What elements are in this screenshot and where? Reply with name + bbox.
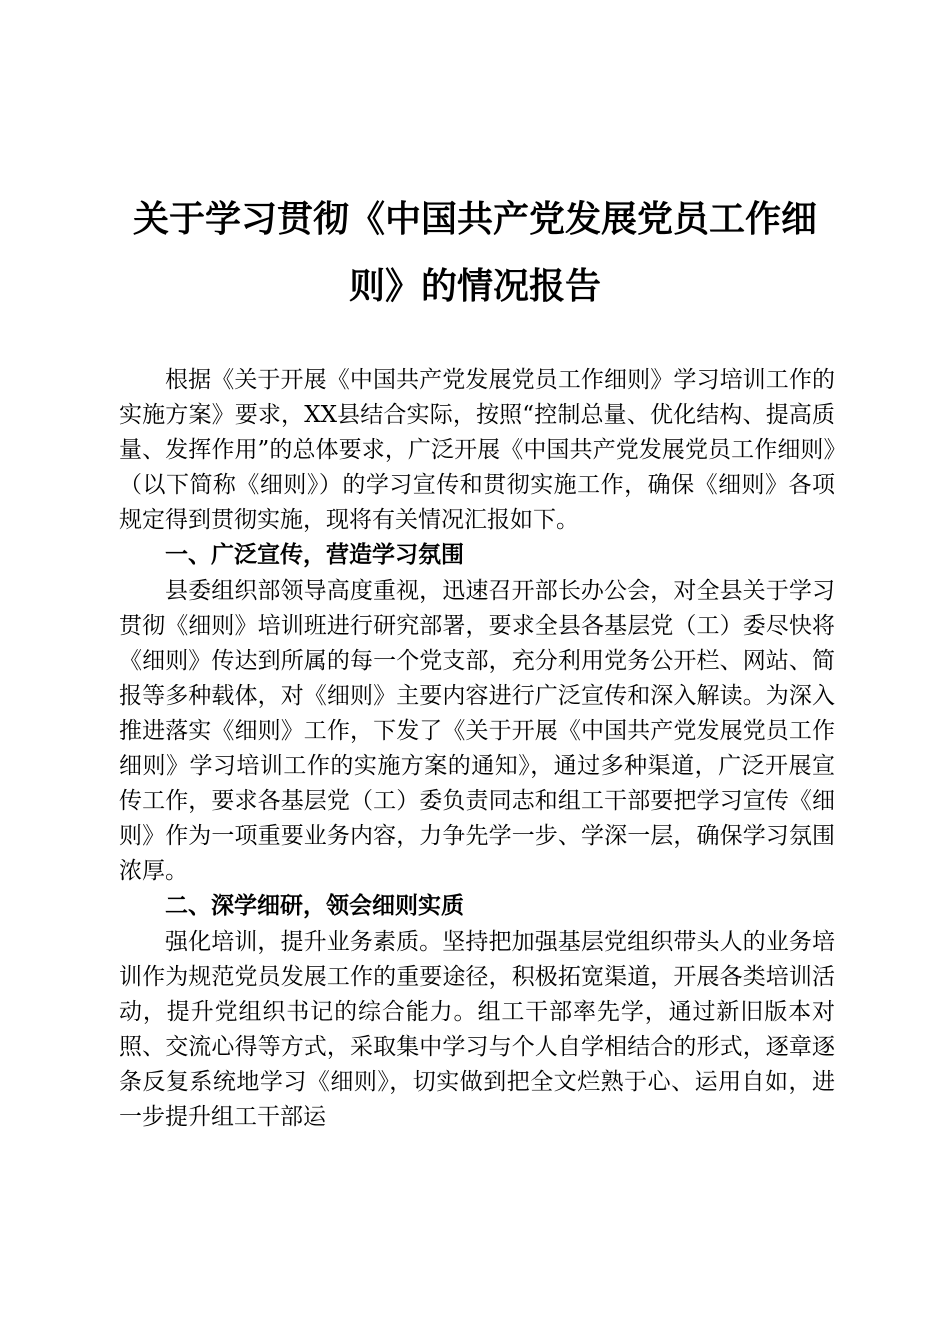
section-2-heading: 二、深学细研，领会细则实质	[165, 893, 464, 920]
section-1-paragraph: 县委组织部领导高度重视，迅速召开部长办公会，对全县关于学习贯彻《细则》培训班进行研究部署，要求全县各基层党（工）委尽快将《细则》传达到所属的每一个党支部，充分利用党务公开栏、网站、简报等多种载体，对《细则》主要内容进行广泛宣传和深入解读。为深入推进落实《细则》工作，下发了《关于开展《中国共产党发展党员工作细则》学习培训工作的实施方案的通知》，通过多种渠道，广泛开展宣传工作，要求各基层党（工）委负责同志和组工干部要把学习宣传《细则》作为一项重要业务内容，力争先学一步、学深一层，确保学习氛围浓厚。	[119, 577, 835, 885]
section-1-heading: 一、广泛宣传，营造学习氛围	[165, 542, 464, 569]
document-body	[119, 363, 835, 1135]
document-title-line-1: 关于学习贯彻《中国共产党发展党员工作细	[132, 198, 817, 240]
document-title-line-2: 则》的情况报告	[348, 265, 601, 307]
section-2-paragraph: 强化培训，提升业务素质。坚持把加强基层党组织带头人的业务培训作为规范党员发展工作的重要途径，积极拓宽渠道，开展各类培训活动，提升党组织书记的综合能力。组工干部率先学，通过新旧版本对照、交流心得等方式，采取集中学习与个人自学相结合的形式，逐章逐条反复系统地学习《细则》，切实做到把全文烂熟于心、运用自如，进一步提升组工干部运	[119, 928, 835, 1130]
intro-paragraph: 根据《关于开展《中国共产党发展党员工作细则》学习培训工作的实施方案》要求，XX县结合实际，按照“控制总量、优化结构、提高质量、发挥作用”的总体要求，广泛开展《中国共产党发展党员工作细则》（以下简称《细则》）的学习宣传和贯彻实施工作，确保《细则》各项规定得到贯彻实施，现将有关情况汇报如下。	[119, 367, 835, 534]
